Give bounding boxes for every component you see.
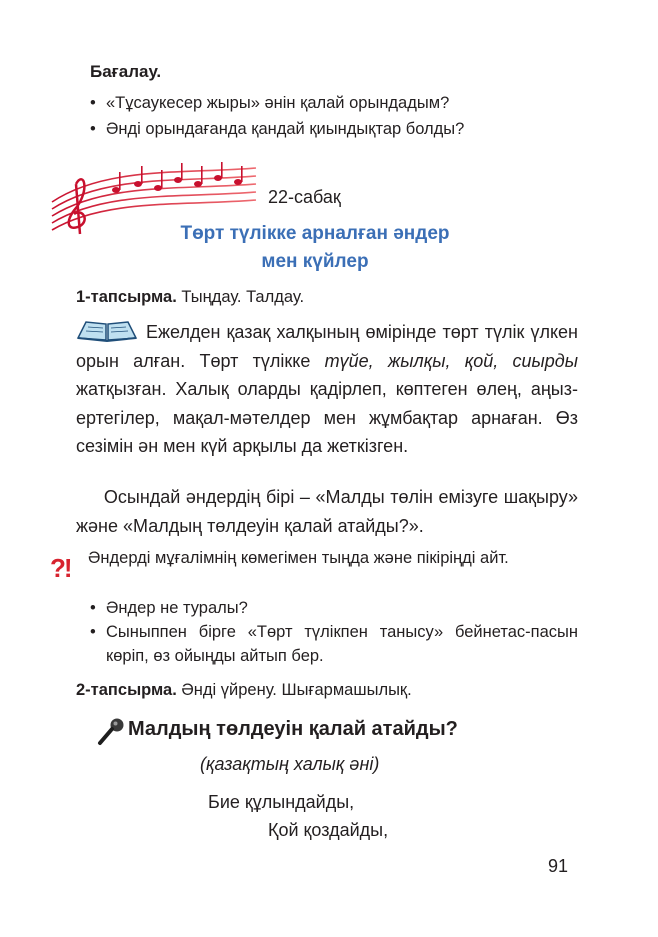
task-2-label: 2-тапсырма. <box>76 681 177 699</box>
assessment-list <box>88 90 464 142</box>
lesson-title <box>120 220 510 276</box>
task-2 <box>76 681 412 700</box>
song-subtitle: (қазақтың халық әні) <box>200 754 380 774</box>
lesson-number: 22-сабақ <box>268 187 341 207</box>
microphone-icon <box>97 716 127 751</box>
listening-item: • Сыныппен бірге «Төрт түлікпен танысу» бейнетас-пасын көріп, өз ойыңды айтып бер. <box>88 620 578 668</box>
assessment-item: • «Тұсаукесер жыры» әнін қалай орындадым? <box>88 90 464 116</box>
lesson-title-line: Төрт түлікке арналған әндер <box>180 223 450 244</box>
task-2-text: Әнді үйрену. Шығармашылық. <box>181 681 412 699</box>
song-verse-line: Қой қоздайды, <box>268 820 389 840</box>
task-1-label: 1-тапсырма. <box>76 288 177 306</box>
assessment-item: • Әнді орындағанда қандай қиындықтар болды? <box>88 116 464 142</box>
task-1-text: Тыңдау. Талдау. <box>181 288 305 306</box>
reading-text: Ежелден қазақ халқының өмірінде төрт түлік үлкен орын алған. Төрт түлікке <box>76 322 578 371</box>
reading-italic: түйе, жылқы, қой, сиырды <box>324 350 578 371</box>
song-verse-line: Бие құлындайды, <box>208 792 355 812</box>
task-1 <box>76 288 304 307</box>
question-exclamation-icon: ?! <box>50 553 71 583</box>
assessment-heading: Бағалау. <box>90 62 162 81</box>
page-number: 91 <box>548 856 569 876</box>
reading-paragraph <box>76 483 578 540</box>
reading-text: жатқызған. Халық оларды қадірлеп, көптеген өлең, аңыз-ертегілер, мақал-мәтелдер мен жұмбақтар арнаған. Өз сезімін ән мен күй арқылы да жеткізген. <box>76 379 578 457</box>
reading-text: Осындай әндердің бірі – «Малды төлін емізуге шақыру» және «Малдың төлдеуін қалай атайды?». <box>76 487 578 536</box>
listening-instruction: Әндерді мұғалімнің көмегімен тыңда және пікіріңді айт. <box>88 549 509 567</box>
song-title: Малдың төлдеуін қалай атайды? <box>128 718 458 740</box>
reading-paragraph <box>76 318 578 461</box>
lesson-title-line: мен күйлер <box>261 251 369 272</box>
listening-item: • Әндер не туралы? <box>88 596 578 620</box>
listening-list <box>88 596 578 668</box>
